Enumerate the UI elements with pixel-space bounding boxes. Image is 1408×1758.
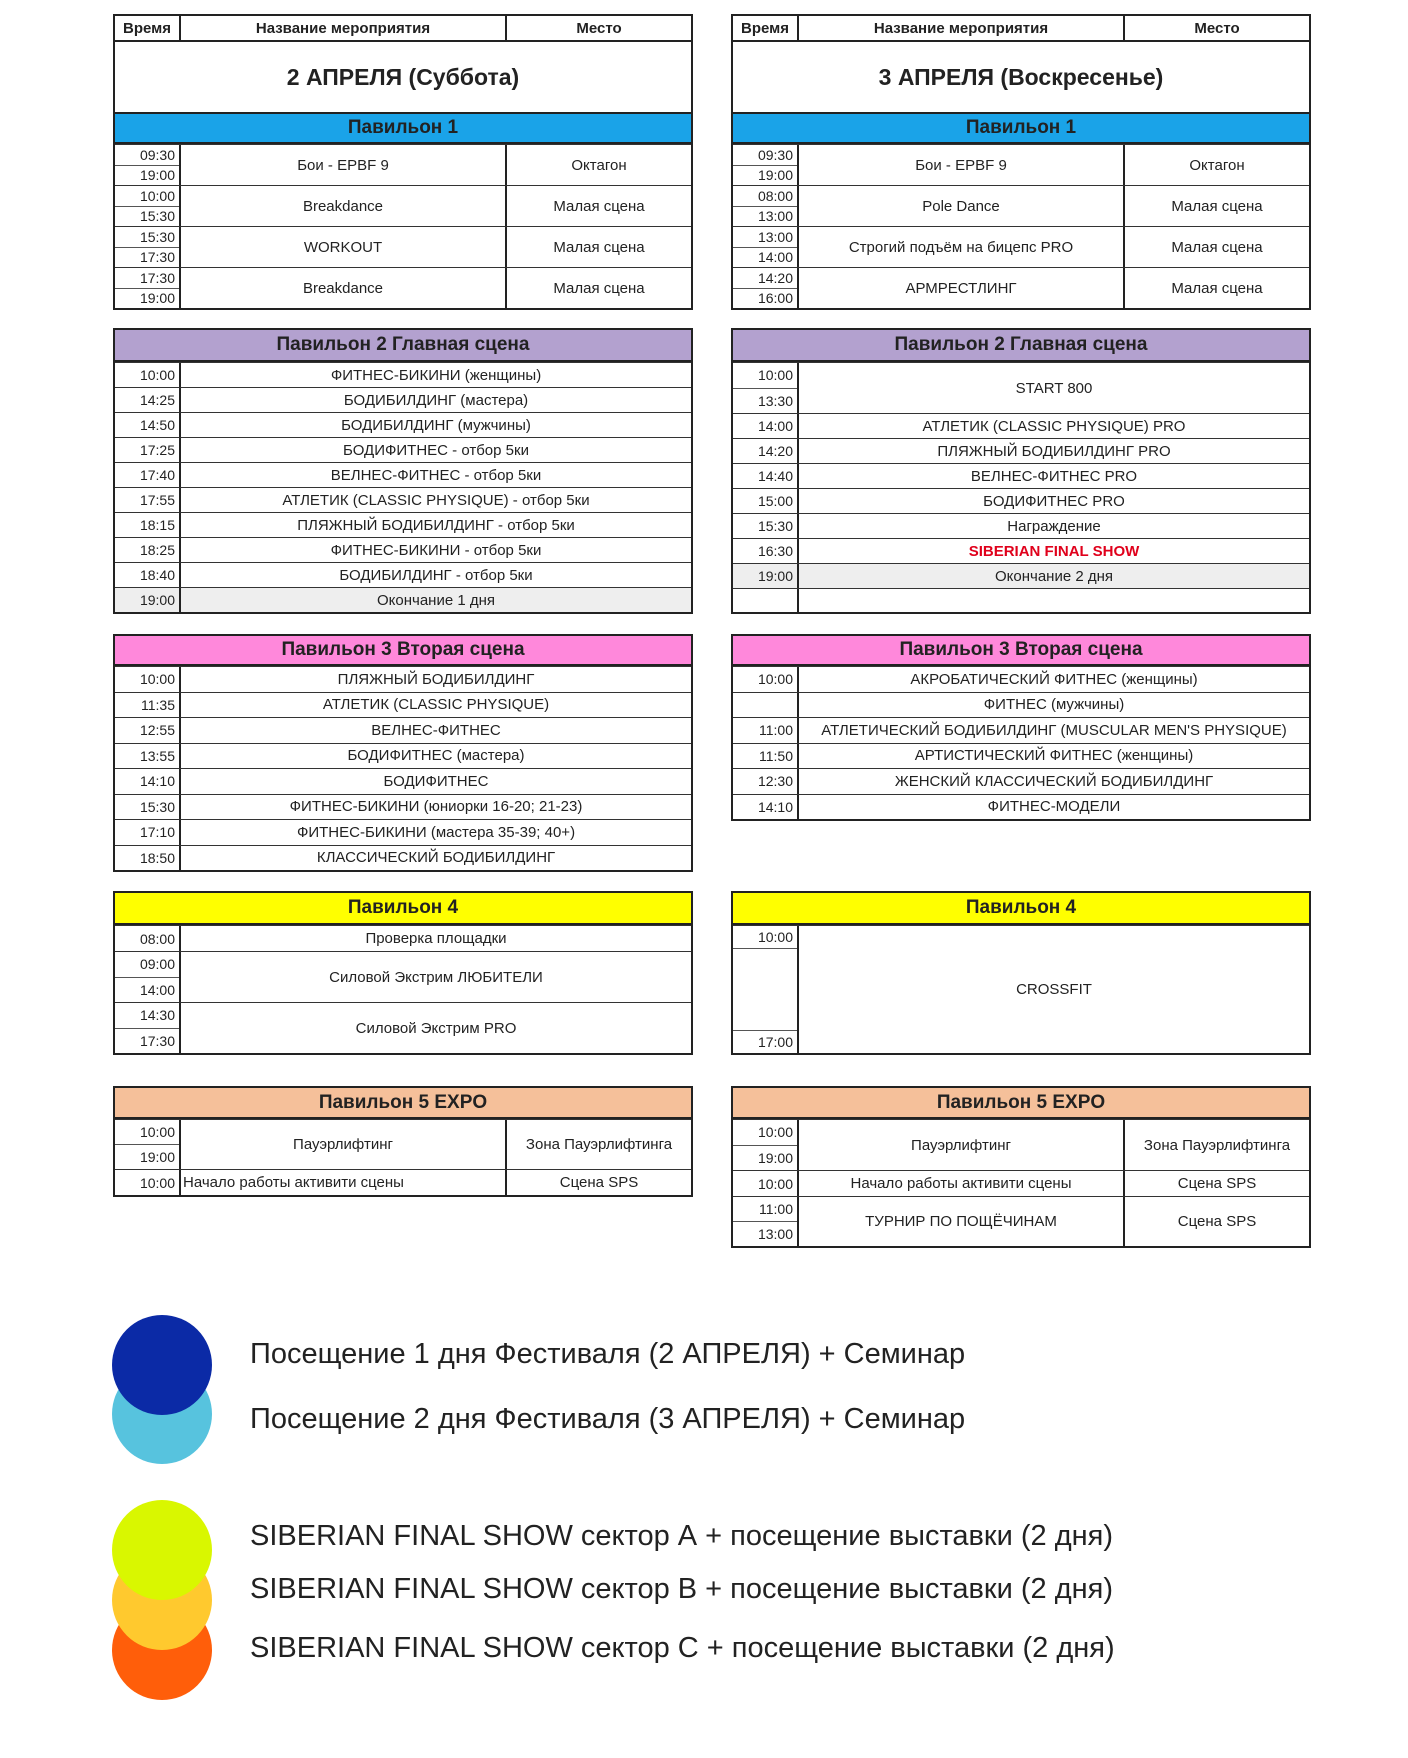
day2-pavilion1	[731, 112, 1311, 310]
event-place: Малая сцена	[505, 227, 691, 267]
event-place: Зона Пауэрлифтинга	[1123, 1120, 1309, 1170]
time-cell: 11:50	[759, 747, 793, 764]
day2-p3-title: Павильон 3 Вторая сцена	[733, 636, 1309, 666]
time-cell: 08:00	[139, 930, 175, 947]
time-column	[115, 268, 181, 308]
day1-pavilion3	[113, 634, 693, 872]
day2-p5-title: Павильон 5 EXPO	[733, 1088, 1309, 1119]
time-cell: 14:40	[757, 468, 793, 484]
time-cell: 14:20	[757, 443, 793, 459]
time-cell: 19:00	[115, 288, 179, 309]
time-cell: 13:00	[733, 1221, 797, 1246]
time-column	[115, 588, 181, 612]
event-name: Проверка площадки	[365, 930, 507, 947]
time-column	[115, 718, 181, 743]
time-cell: 08:00	[757, 187, 793, 204]
event-name: Breakdance	[302, 197, 384, 215]
time-cell: 10:00	[139, 367, 175, 383]
event-place: Октагон	[1123, 145, 1309, 185]
event-name: ФИТНЕС (мужчины)	[983, 696, 1125, 714]
legend-text-sector-b: SIBERIAN FINAL SHOW сектор В + посещение выставки (2 дня)	[250, 1573, 1114, 1605]
table-row	[733, 513, 1309, 538]
table-row	[115, 487, 691, 512]
time-column	[733, 464, 799, 488]
table-row	[115, 437, 691, 462]
table-row	[733, 717, 1309, 743]
time-column	[733, 539, 799, 563]
time-cell: 17:10	[139, 824, 175, 841]
time-column	[733, 564, 799, 588]
time-cell: 11:00	[759, 1201, 793, 1217]
event-place: Сцена SPS	[1123, 1171, 1309, 1196]
table-row	[115, 587, 691, 612]
legend-text-day1: Посещение 1 дня Фестиваля (2 АПРЕЛЯ) + Семинар	[250, 1338, 966, 1370]
time-column	[115, 926, 181, 951]
event-name: БОДИФИТНЕС	[383, 772, 489, 790]
time-column	[733, 1120, 799, 1170]
event-name: ФИТНЕС-МОДЕЛИ	[987, 798, 1121, 816]
time-cell: 15:30	[139, 798, 175, 815]
table-row	[115, 666, 691, 692]
time-cell: 17:00	[733, 1030, 797, 1053]
event-name: ВЕЛНЕС-ФИТНЕС PRO	[970, 467, 1138, 485]
time-cell: 10:00	[139, 187, 175, 204]
time-cell: 19:00	[115, 1144, 179, 1169]
event-name: Силовой Экстрим PRO	[355, 1019, 517, 1037]
time-column	[115, 227, 181, 267]
time-cell: 14:10	[139, 773, 175, 790]
table-row	[733, 226, 1309, 267]
time-cell: 09:30	[757, 146, 793, 163]
time-cell: 14:25	[139, 392, 175, 408]
time-column	[115, 363, 181, 387]
event-name: ВЕЛНЕС-ФИТНЕС	[371, 721, 501, 739]
time-cell: 10:00	[757, 671, 793, 688]
time-cell: 13:00	[733, 206, 797, 227]
time-column	[115, 538, 181, 562]
time-cell	[733, 589, 797, 612]
event-name: ПЛЯЖНЫЙ БОДИБИЛДИНГ PRO	[937, 442, 1171, 460]
event-name: АРТИСТИЧЕСКИЙ ФИТНЕС (женщины)	[914, 747, 1194, 765]
event-name: Breakdance	[302, 279, 384, 297]
time-column	[115, 413, 181, 437]
table-row	[733, 267, 1309, 308]
table-row	[733, 438, 1309, 463]
time-column	[115, 463, 181, 487]
table-row	[115, 226, 691, 267]
time-cell: 11:00	[759, 722, 793, 739]
time-cell: 13:00	[757, 228, 793, 245]
day2-p1-title: Павильон 1	[733, 114, 1309, 144]
time-cell: 19:00	[733, 165, 797, 186]
time-cell: 14:30	[139, 1007, 175, 1024]
event-name: БОДИФИТНЕС (мастера)	[347, 747, 525, 765]
column-header	[731, 14, 1311, 42]
time-cell: 10:00	[757, 367, 793, 384]
legend-text-sector-c: SIBERIAN FINAL SHOW сектор С + посещение выставки (2 дня)	[250, 1632, 1115, 1664]
time-column	[115, 769, 181, 794]
time-column	[733, 514, 799, 538]
event-name: АКРОБАТИЧЕСКИЙ ФИТНЕС (женщины)	[910, 670, 1198, 688]
col-time-header: Время	[115, 16, 181, 40]
time-column	[733, 667, 799, 692]
table-row	[115, 387, 691, 412]
event-name: ПЛЯЖНЫЙ БОДИБИЛДИНГ	[337, 670, 535, 688]
event-name: КЛАССИЧЕСКИЙ БОДИБИЛДИНГ	[316, 849, 556, 867]
legend-text-sector-a: SIBERIAN FINAL SHOW сектор А + посещение выставки (2 дня)	[250, 1520, 1114, 1552]
table-row	[115, 717, 691, 743]
time-column	[115, 744, 181, 769]
col-event-header: Название мероприятия	[873, 19, 1049, 37]
time-column	[733, 145, 799, 185]
time-cell: 17:30	[115, 1028, 179, 1054]
time-cell	[733, 948, 797, 1030]
table-row	[115, 743, 691, 769]
time-column	[115, 667, 181, 692]
event-place: Малая сцена	[1123, 268, 1309, 308]
time-column	[733, 414, 799, 438]
time-column	[733, 268, 799, 308]
time-cell: 18:15	[139, 517, 175, 533]
time-cell: 15:30	[757, 518, 793, 534]
time-cell: 13:30	[733, 388, 797, 414]
event-place: Малая сцена	[1123, 227, 1309, 267]
event-name: ТУРНИР ПО ПОЩЁЧИНАМ	[865, 1213, 1057, 1230]
time-cell: 14:00	[733, 247, 797, 268]
event-place: Сцена SPS	[505, 1170, 691, 1195]
day2-pavilion3	[731, 634, 1311, 821]
day1-p1-title: Павильон 1	[115, 114, 691, 144]
day2-pavilion4	[731, 891, 1311, 1055]
time-cell: 18:40	[139, 567, 175, 583]
time-cell: 17:40	[139, 467, 175, 483]
day2-p4-title: Павильон 4	[733, 893, 1309, 925]
event-place: Малая сцена	[505, 268, 691, 308]
time-column	[733, 744, 799, 769]
time-column	[115, 145, 181, 185]
table-row	[115, 144, 691, 185]
time-cell: 11:35	[141, 696, 175, 713]
time-cell: 10:00	[139, 1174, 175, 1191]
table-row	[115, 819, 691, 845]
day1-date: 2 АПРЕЛЯ (Суббота)	[113, 42, 693, 114]
time-column	[115, 846, 181, 871]
event-place: Сцена SPS	[1123, 1197, 1309, 1246]
event-name: Бои - EPBF 9	[915, 156, 1007, 174]
day1-p2-title: Павильон 2 Главная сцена	[115, 330, 691, 362]
table-row	[733, 1119, 1309, 1170]
event-name: ФИТНЕС-БИКИНИ (женщины)	[330, 366, 542, 384]
table-row	[733, 563, 1309, 588]
time-column	[733, 693, 799, 718]
table-row	[115, 462, 691, 487]
time-cell: 19:00	[115, 165, 179, 186]
time-column	[733, 439, 799, 463]
event-name: CROSSFIT	[1016, 981, 1092, 998]
table-row	[115, 692, 691, 718]
event-place: Малая сцена	[505, 186, 691, 226]
event-name: ПЛЯЖНЫЙ БОДИБИЛДИНГ - отбор 5ки	[297, 516, 575, 534]
time-cell: 09:30	[139, 146, 175, 163]
time-cell: 10:00	[139, 1124, 175, 1140]
table-row	[733, 692, 1309, 718]
event-name: АТЛЕТИК (CLASSIC PHYSIQUE) - отбор 5ки	[282, 491, 590, 509]
table-row	[733, 463, 1309, 488]
table-row	[115, 562, 691, 587]
day1-pavilion2	[113, 328, 693, 614]
legend-dot-sector-a	[112, 1500, 212, 1600]
time-cell: 14:50	[139, 417, 175, 433]
col-time-header: Время	[733, 16, 799, 40]
table-row	[733, 362, 1309, 413]
event-name: Начало работы активити сцены	[850, 1175, 1072, 1192]
time-column	[115, 1170, 181, 1195]
time-column	[115, 563, 181, 587]
table-row	[115, 1169, 691, 1195]
table-row	[733, 1170, 1309, 1196]
table-row	[733, 538, 1309, 563]
event-name: АРМРЕСТЛИНГ	[905, 279, 1017, 297]
time-column	[733, 1197, 799, 1246]
table-row	[733, 488, 1309, 513]
time-column	[115, 513, 181, 537]
table-row	[115, 267, 691, 308]
time-column	[733, 926, 799, 1053]
time-column	[733, 186, 799, 226]
time-cell: 14:00	[757, 418, 793, 434]
event-name: Строгий подъём на бицепс PRO	[848, 238, 1074, 256]
time-column	[733, 589, 799, 612]
table-row	[733, 185, 1309, 226]
event-name: БОДИФИТНЕС - отбор 5ки	[343, 441, 529, 459]
table-row	[115, 925, 691, 951]
event-name: ФИТНЕС-БИКИНИ - отбор 5ки	[330, 541, 542, 559]
time-cell: 13:55	[139, 747, 175, 764]
time-cell: 18:25	[139, 542, 175, 558]
table-row	[115, 845, 691, 871]
table-row	[115, 412, 691, 437]
time-cell: 19:00	[139, 592, 175, 608]
table-row	[733, 768, 1309, 794]
event-name: Пауэрлифтинг	[293, 1136, 393, 1153]
final-show-highlight: SIBERIAN FINAL SHOW	[968, 542, 1140, 560]
time-cell: 19:00	[733, 1145, 797, 1171]
event-name	[799, 589, 1309, 612]
event-name: Бои - EPBF 9	[297, 156, 389, 174]
day2-schedule	[731, 14, 1311, 1242]
day1-schedule	[113, 14, 693, 1191]
time-column	[733, 227, 799, 267]
time-column	[733, 769, 799, 794]
table-row	[115, 537, 691, 562]
day1-p3-title: Павильон 3 Вторая сцена	[115, 636, 691, 666]
event-name: ЖЕНСКИЙ КЛАССИЧЕСКИЙ БОДИБИЛДИНГ	[894, 772, 1214, 790]
time-cell: 15:30	[139, 228, 175, 245]
event-place: Октагон	[505, 145, 691, 185]
event-name: Окончание 2 дня	[994, 567, 1114, 585]
time-column	[115, 820, 181, 845]
time-column	[115, 795, 181, 820]
day1-p5-title: Павильон 5 EXPO	[115, 1088, 691, 1119]
event-name: WORKOUT	[303, 238, 383, 256]
day1-p4-title: Павильон 4	[115, 893, 691, 925]
event-name: Окончание 1 дня	[376, 591, 496, 609]
time-cell: 10:00	[757, 1175, 793, 1192]
time-cell: 10:00	[757, 1124, 793, 1141]
time-cell: 14:10	[757, 798, 793, 815]
day1-pavilion1	[113, 112, 693, 310]
table-row	[115, 362, 691, 387]
time-column	[115, 693, 181, 718]
time-cell: 19:00	[757, 568, 793, 584]
time-column	[115, 1003, 181, 1053]
time-cell: 18:50	[139, 849, 175, 866]
column-header	[113, 14, 693, 42]
time-cell	[733, 693, 797, 718]
table-row	[115, 1002, 691, 1053]
table-row	[733, 794, 1309, 820]
time-cell: 12:30	[757, 773, 793, 790]
event-name: Пауэрлифтинг	[911, 1136, 1011, 1154]
table-row	[115, 794, 691, 820]
time-cell: 10:00	[139, 671, 175, 688]
table-row	[733, 144, 1309, 185]
time-cell: 14:20	[757, 269, 793, 286]
time-cell: 15:00	[757, 493, 793, 509]
table-row	[733, 588, 1309, 612]
event-name: АТЛЕТИЧЕСКИЙ БОДИБИЛДИНГ (MUSCULAR MEN'S PHYSIQUE)	[821, 721, 1287, 739]
time-cell: 17:55	[139, 492, 175, 508]
day2-p2-title: Павильон 2 Главная сцена	[733, 330, 1309, 362]
time-cell: 16:30	[757, 543, 793, 559]
time-cell: 12:55	[139, 722, 175, 739]
time-column	[733, 1171, 799, 1196]
time-column	[115, 388, 181, 412]
time-cell: 14:00	[115, 977, 179, 1003]
table-row	[733, 1196, 1309, 1246]
time-cell: 17:30	[115, 247, 179, 268]
event-name: БОДИБИЛДИНГ (мужчины)	[341, 416, 531, 434]
event-name: АТЛЕТИК (CLASSIC PHYSIQUE) PRO	[922, 417, 1186, 435]
time-column	[115, 186, 181, 226]
event-place: Зона Пауэрлифтинга	[505, 1120, 691, 1169]
time-column	[733, 363, 799, 413]
event-name: БОДИБИЛДИНГ - отбор 5ки	[339, 566, 533, 584]
table-row	[115, 512, 691, 537]
col-place-header: Место	[1123, 16, 1309, 40]
day2-pavilion5	[731, 1086, 1311, 1248]
time-cell: 09:00	[139, 956, 175, 973]
event-place: Малая сцена	[1123, 186, 1309, 226]
event-name: АТЛЕТИК (CLASSIC PHYSIQUE)	[322, 696, 550, 714]
time-column	[115, 952, 181, 1002]
time-column	[115, 488, 181, 512]
event-name: Награждение	[1007, 517, 1101, 535]
event-name: START 800	[1015, 379, 1093, 397]
col-event-header: Название мероприятия	[255, 19, 431, 37]
table-row	[115, 768, 691, 794]
event-name: Силовой Экстрим ЛЮБИТЕЛИ	[329, 968, 543, 986]
day2-pavilion2	[731, 328, 1311, 614]
event-name: БОДИФИТНЕС PRO	[983, 492, 1125, 510]
event-name: ФИТНЕС-БИКИНИ (мастера 35-39; 40+)	[296, 823, 576, 841]
time-cell: 10:00	[757, 929, 793, 945]
time-column	[733, 795, 799, 820]
time-column	[115, 438, 181, 462]
col-place-header: Место	[505, 16, 691, 40]
time-cell: 15:30	[115, 206, 179, 227]
event-name: Pole Dance	[922, 197, 1000, 215]
table-row	[733, 413, 1309, 438]
time-column	[115, 1120, 181, 1169]
table-row	[733, 743, 1309, 769]
time-column	[733, 718, 799, 743]
legend-dot-day1	[112, 1315, 212, 1415]
day2-date: 3 АПРЕЛЯ (Воскресенье)	[731, 42, 1311, 114]
event-name: ВЕЛНЕС-ФИТНЕС - отбор 5ки	[330, 466, 542, 484]
event-name: БОДИБИЛДИНГ (мастера)	[343, 391, 529, 409]
table-row	[733, 925, 1309, 1053]
event-name: Начало работы активити сцены	[183, 1174, 404, 1191]
table-row	[733, 666, 1309, 692]
day1-pavilion4	[113, 891, 693, 1055]
day1-pavilion5	[113, 1086, 693, 1197]
table-row	[115, 185, 691, 226]
time-cell: 16:00	[733, 288, 797, 309]
table-row	[115, 951, 691, 1002]
event-name: ФИТНЕС-БИКИНИ (юниорки 16-20; 21-23)	[289, 798, 583, 816]
time-cell: 17:30	[139, 269, 175, 286]
legend-text-day2: Посещение 2 дня Фестиваля (3 АПРЕЛЯ) + Семинар	[250, 1403, 966, 1435]
table-row	[115, 1119, 691, 1169]
time-column	[733, 489, 799, 513]
time-cell: 17:25	[139, 442, 175, 458]
